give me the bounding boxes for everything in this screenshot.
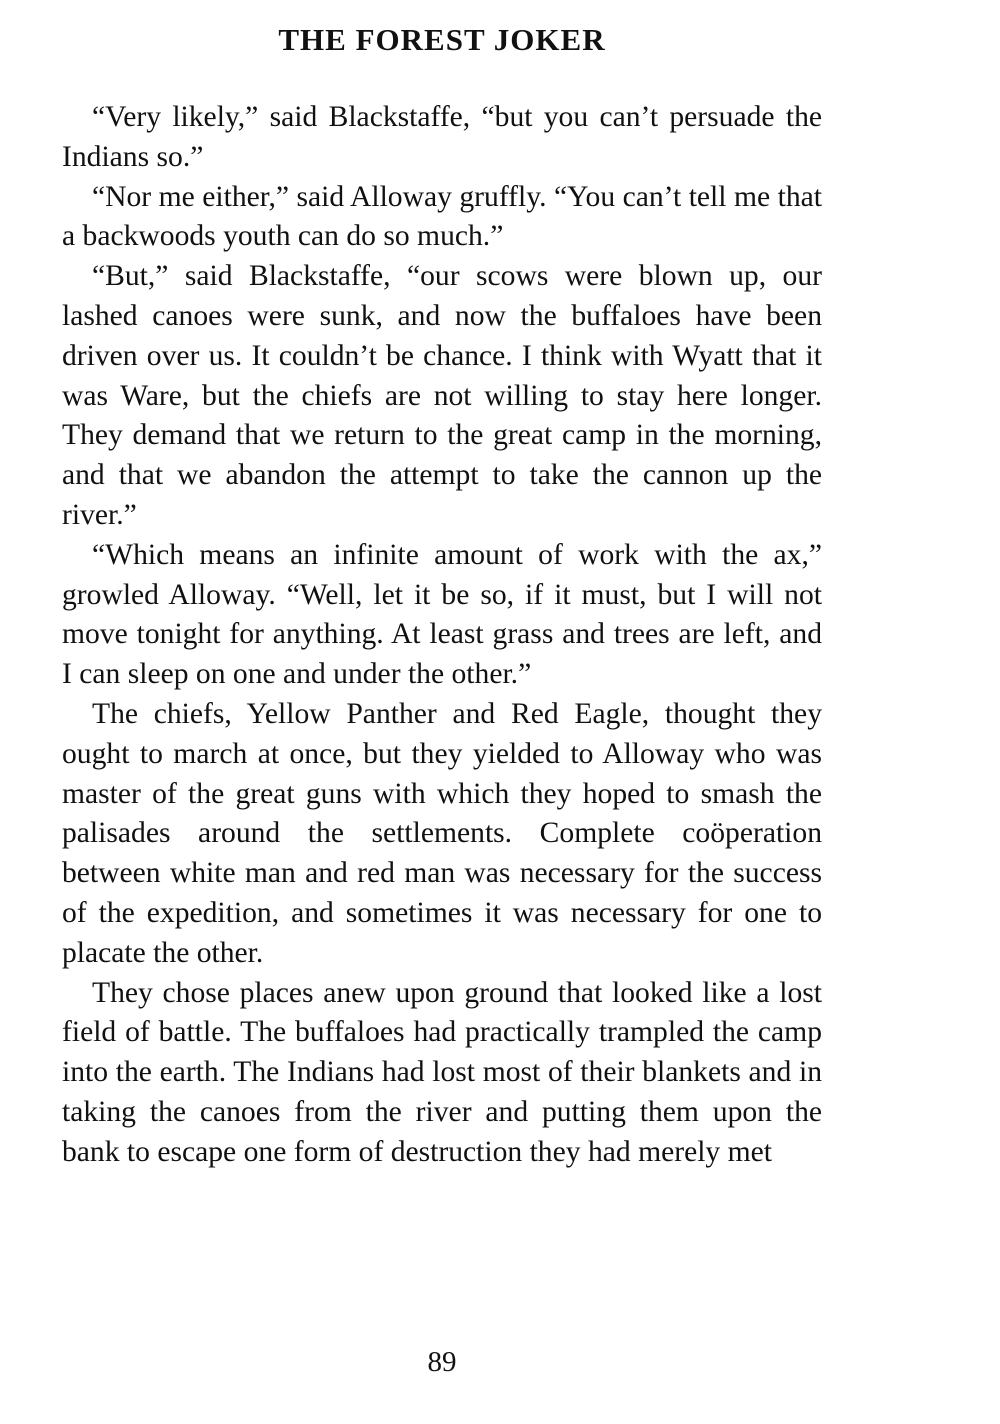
page-number: 89: [427, 1346, 457, 1378]
paragraph: “Which means an infinite amount of work with the ax,” growled Alloway. “Well, let it be so, if it must, but I will not move tonight for anything. At least grass and trees are left, and I can sleep on one and under the other.”: [62, 538, 822, 691]
paragraph: The chiefs, Yellow Panther and Red Eagle, thought they ought to march at once, but they yielded to Alloway who was master of the great guns with which they hoped to smash the palisades around the settlements. Complete coöperation between white man and red man was necessary for the success of the expedition, and sometimes it was necessary for one to placate the other.: [62, 697, 822, 969]
paragraph: “Very likely,” said Blackstaffe, “but you can’t persuade the Indians so.”: [62, 101, 822, 173]
running-title: THE FOREST JOKER: [278, 22, 606, 57]
paragraph: They chose places anew upon ground that looked like a lost field of battle. The buffaloes had practically trampled the camp into the earth. The Indians had lost most of their blankets and in taking the canoes from the river and putting them upon the bank to escape one form of destruction they had merely met: [62, 976, 822, 1168]
paragraph: “But,” said Blackstaffe, “our scows were blown up, our lashed canoes were sunk, and now the buffaloes have been driven over us. It couldn’t be chance. I think with Wyatt that it was Ware, but the chiefs are not willing to stay here longer. They demand that we return to the great camp in the morning, and that we abandon the attempt to take the cannon up the river.”: [62, 260, 822, 531]
paragraph: “Nor me either,” said Alloway gruffly. “You can’t tell me that a backwoods youth can do so much.”: [62, 180, 822, 253]
body-text: [62, 98, 822, 1173]
